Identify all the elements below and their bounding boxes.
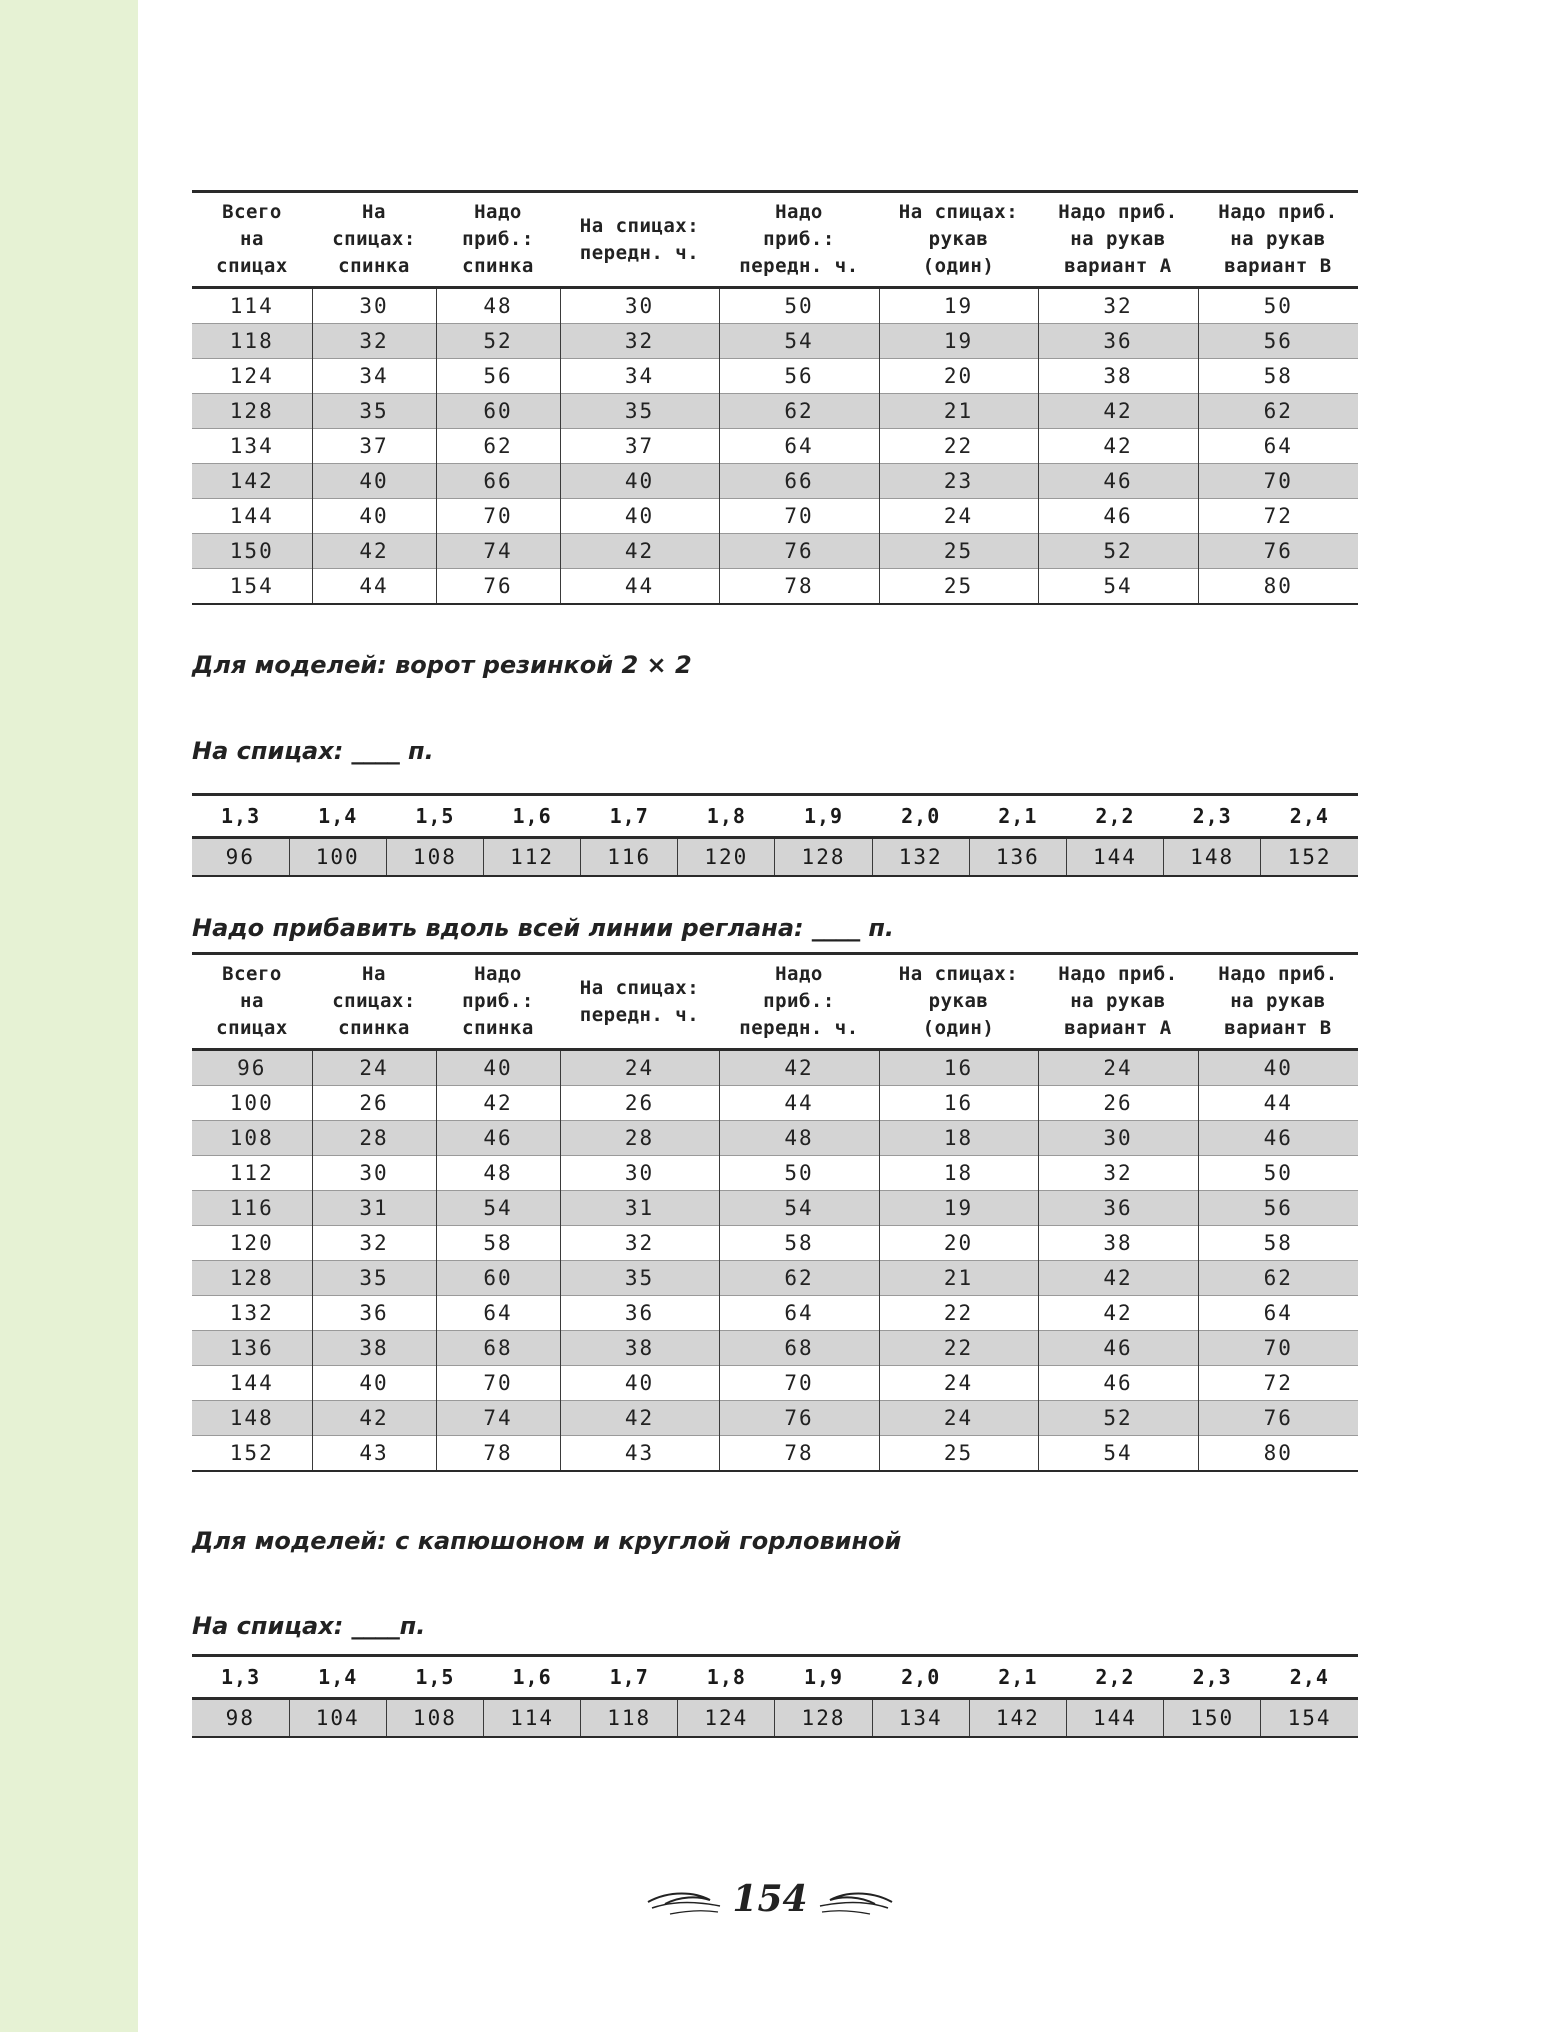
needle-size-cell: 2,2 [1066, 795, 1163, 838]
table-cell: 26 [312, 1086, 436, 1121]
table-row [192, 1436, 1358, 1472]
table-cell: 32 [560, 324, 719, 359]
table-cell: 38 [560, 1331, 719, 1366]
needle-stitch-cell: 136 [969, 838, 1066, 877]
table-row [192, 464, 1358, 499]
table-cell: 16 [879, 1086, 1038, 1121]
table-row [192, 359, 1358, 394]
table-cell: 56 [1198, 324, 1358, 359]
needle-stitch-cell: 114 [483, 1699, 580, 1738]
table-cell: 32 [312, 324, 436, 359]
needle-size-cell: 1,4 [289, 795, 386, 838]
table-cell: 36 [312, 1296, 436, 1331]
needle-size-cell: 2,0 [872, 795, 969, 838]
table-cell: 18 [879, 1121, 1038, 1156]
table-cell: 42 [719, 1050, 879, 1086]
table-cell: 134 [229, 434, 274, 458]
header-sleeve-stitches: На спицах: рукав (один) [879, 192, 1038, 288]
table-cell: 56 [1198, 1191, 1358, 1226]
header-back-increase: Надо приб.: спинка [436, 192, 560, 288]
needle-stitch-cell: 120 [678, 838, 775, 877]
needle-size-cell: 1,3 [192, 795, 289, 838]
table-cell: 60 [436, 1261, 560, 1296]
table-cell: 24 [879, 499, 1038, 534]
table-cell: 70 [436, 1366, 560, 1401]
needle-stitch-row [192, 838, 1358, 877]
needle-stitch-cell: 108 [386, 838, 483, 877]
table-cell: 58 [436, 1226, 560, 1261]
header-sleeve-increase-a: Надо приб. на рукав вариант А [1038, 192, 1198, 288]
table-cell: 74 [436, 534, 560, 569]
table-cell: 24 [560, 1050, 719, 1086]
table-cell: 70 [1198, 1331, 1358, 1366]
table-cell: 42 [560, 534, 719, 569]
table-cell: 120 [229, 1231, 274, 1255]
table-cell: 43 [560, 1436, 719, 1472]
table-cell: 30 [312, 288, 436, 324]
table-cell: 37 [312, 429, 436, 464]
table-cell: 64 [436, 1296, 560, 1331]
header-sleeve-increase-b: Надо приб. на рукав вариант В [1198, 954, 1358, 1050]
table-cell: 118 [192, 324, 312, 359]
table-cell: 72 [1198, 499, 1358, 534]
table-cell: 136 [192, 1331, 312, 1366]
table-cell: 80 [1198, 569, 1358, 605]
table-cell: 58 [719, 1226, 879, 1261]
needle-stitch-cell: 108 [386, 1699, 483, 1738]
table-cell: 76 [719, 1401, 879, 1436]
table-cell: 40 [560, 464, 719, 499]
table-row [192, 288, 1358, 324]
table-cell: 50 [1198, 288, 1358, 324]
table-cell: 25 [879, 1436, 1038, 1472]
table-cell: 24 [879, 1366, 1038, 1401]
needle-stitch-cell: 124 [678, 1699, 775, 1738]
table-cell: 19 [879, 324, 1038, 359]
table-cell: 42 [312, 534, 436, 569]
needle-stitch-cell: 132 [872, 838, 969, 877]
table-cell: 40 [436, 1050, 560, 1086]
needle-stitch-cell: 144 [1066, 838, 1163, 877]
table-cell: 32 [560, 1226, 719, 1261]
table-cell: 42 [1038, 1296, 1198, 1331]
table-cell: 36 [1038, 324, 1198, 359]
table-cell: 46 [1038, 464, 1198, 499]
stitch-table-2 [192, 952, 1358, 1472]
needle-size-cell: 2,2 [1066, 1656, 1163, 1699]
table-cell: 56 [719, 359, 879, 394]
table-cell: 34 [312, 359, 436, 394]
table-cell: 30 [560, 288, 719, 324]
table-cell: 64 [719, 1296, 879, 1331]
needle-size-cell: 2,4 [1261, 1656, 1358, 1699]
table-cell: 70 [719, 499, 879, 534]
page-number: 154 [732, 1878, 808, 1920]
header-sleeve-increase-b: Надо приб. на рукав вариант В [1198, 192, 1358, 288]
table-cell: 112 [229, 1161, 274, 1185]
table-cell: 38 [1038, 359, 1198, 394]
table-cell: 42 [1038, 1261, 1198, 1296]
table-row [192, 1086, 1358, 1121]
header-back-stitches: На спицах: спинка [312, 954, 436, 1050]
needle-stitch-cell: 134 [872, 1699, 969, 1738]
table-cell: 31 [560, 1191, 719, 1226]
table-cell: 50 [719, 288, 879, 324]
table-cell: 42 [436, 1086, 560, 1121]
table-cell: 52 [1038, 1401, 1198, 1436]
table-row [192, 569, 1358, 605]
header-front-increase: Надо приб.: передн. ч. [719, 192, 879, 288]
table-cell: 48 [436, 288, 560, 324]
table-row [192, 1401, 1358, 1436]
table-cell: 16 [879, 1050, 1038, 1086]
table-cell: 44 [1198, 1086, 1358, 1121]
table-cell: 24 [1038, 1050, 1198, 1086]
table-cell: 32 [1038, 1156, 1198, 1191]
table-cell: 40 [560, 499, 719, 534]
needle-size-cell: 1,8 [678, 795, 775, 838]
needle-size-cell: 1,3 [192, 1656, 289, 1699]
needle-size-cell: 2,1 [969, 795, 1066, 838]
table-row [192, 1296, 1358, 1331]
header-total-stitches: Всего на спицах [192, 954, 312, 1050]
table-cell: 31 [312, 1191, 436, 1226]
table-cell: 128 [192, 1261, 312, 1296]
table-cell: 40 [312, 1366, 436, 1401]
table-cell: 154 [229, 574, 274, 598]
table-cell: 68 [719, 1331, 879, 1366]
table-cell: 46 [1038, 1366, 1198, 1401]
table-cell: 30 [1038, 1121, 1198, 1156]
table-row [192, 1050, 1358, 1086]
table-cell: 52 [1038, 534, 1198, 569]
table-cell: 66 [436, 464, 560, 499]
header-total-stitches: Всего на спицах [192, 192, 312, 288]
table-cell: 58 [1198, 1226, 1358, 1261]
table-cell: 56 [436, 359, 560, 394]
table-cell: 36 [1038, 1191, 1198, 1226]
table-cell: 62 [1198, 1261, 1358, 1296]
table-cell: 46 [1038, 499, 1198, 534]
table-row [192, 1121, 1358, 1156]
table-cell: 20 [879, 359, 1038, 394]
needle-stitch-cell: 116 [581, 838, 678, 877]
table-cell: 150 [192, 534, 312, 569]
needle-size-cell: 2,3 [1164, 1656, 1261, 1699]
table-cell: 64 [1198, 429, 1358, 464]
table-cell: 37 [560, 429, 719, 464]
table-cell: 62 [1198, 394, 1358, 429]
needles-label-1: На спицах: ____ п. [192, 737, 434, 765]
table-cell: 50 [1198, 1156, 1358, 1191]
table-cell: 74 [436, 1401, 560, 1436]
table-cell: 132 [229, 1301, 274, 1325]
needle-size-cell: 1,4 [289, 1656, 386, 1699]
table-cell: 62 [719, 394, 879, 429]
table-cell: 152 [229, 1441, 274, 1465]
needle-size-cell: 2,1 [969, 1656, 1066, 1699]
table-cell: 70 [436, 499, 560, 534]
table-cell: 42 [312, 1401, 436, 1436]
table-cell: 114 [229, 294, 274, 318]
table-cell: 108 [192, 1121, 312, 1156]
table-cell: 128 [192, 394, 312, 429]
needle-stitch-cell: 152 [1261, 838, 1358, 877]
table-cell: 25 [879, 534, 1038, 569]
needle-stitch-cell: 96 [192, 838, 289, 877]
needle-stitch-cell: 98 [192, 1699, 289, 1738]
needle-stitch-cell: 100 [289, 838, 386, 877]
table-cell: 48 [719, 1121, 879, 1156]
table-cell: 42 [1038, 429, 1198, 464]
table-cell: 58 [1198, 359, 1358, 394]
header-sleeve-increase-a: Надо приб. на рукав вариант А [1038, 954, 1198, 1050]
table-cell: 116 [192, 1191, 312, 1226]
needle-size-cell: 2,4 [1261, 795, 1358, 838]
table-row [192, 429, 1358, 464]
table-cell: 144 [229, 504, 274, 528]
needle-size-cell: 1,9 [775, 795, 872, 838]
needle-size-cell: 1,5 [386, 795, 483, 838]
page-footer [640, 1870, 900, 1930]
table-cell: 35 [560, 394, 719, 429]
table-cell: 78 [719, 569, 879, 605]
table-row [192, 1366, 1358, 1401]
table-row [192, 1226, 1358, 1261]
table-row [192, 1261, 1358, 1296]
needle-size-cell: 1,9 [775, 1656, 872, 1699]
header-back-stitches: На спицах: спинка [312, 192, 436, 288]
table-cell: 96 [192, 1050, 312, 1086]
needle-stitch-cell: 154 [1261, 1699, 1358, 1738]
table-cell: 35 [312, 394, 436, 429]
table-cell: 40 [1198, 1050, 1358, 1086]
needle-stitch-cell: 112 [483, 838, 580, 877]
table-cell: 76 [1198, 534, 1358, 569]
table-cell: 76 [1198, 1401, 1358, 1436]
table-cell: 48 [436, 1156, 560, 1191]
table-cell: 100 [229, 1091, 274, 1115]
table-row [192, 1191, 1358, 1226]
table-cell: 70 [719, 1366, 879, 1401]
table-cell: 26 [1038, 1086, 1198, 1121]
side-color-strip [0, 0, 138, 2032]
table-cell: 44 [719, 1086, 879, 1121]
table-cell: 80 [1198, 1436, 1358, 1472]
needle-size-cell: 1,5 [386, 1656, 483, 1699]
table-row [192, 324, 1358, 359]
table-cell: 54 [719, 1191, 879, 1226]
needle-stitch-row [192, 1699, 1358, 1738]
table-row [192, 1331, 1358, 1366]
table-row [192, 499, 1358, 534]
table-cell: 28 [560, 1121, 719, 1156]
table-cell: 148 [192, 1401, 312, 1436]
table-cell: 25 [879, 569, 1038, 605]
table-cell: 21 [879, 394, 1038, 429]
table-cell: 142 [192, 464, 312, 499]
table-cell: 24 [312, 1050, 436, 1086]
needle-size-row [192, 1656, 1358, 1699]
table-cell: 62 [436, 429, 560, 464]
table-cell: 144 [229, 1371, 274, 1395]
table-cell: 22 [879, 1331, 1038, 1366]
table-cell: 46 [1038, 1331, 1198, 1366]
needles-label-2: На спицах: ____п. [192, 1612, 426, 1640]
needle-stitch-cell: 142 [969, 1699, 1066, 1738]
needle-size-cell: 1,6 [483, 795, 580, 838]
table-cell: 43 [312, 1436, 436, 1472]
table-cell: 19 [879, 1191, 1038, 1226]
header-front-increase: Надо приб.: передн. ч. [719, 954, 879, 1050]
table-cell: 28 [312, 1121, 436, 1156]
header-sleeve-stitches: На спицах: рукав (один) [879, 954, 1038, 1050]
table-cell: 54 [1038, 1436, 1198, 1472]
needle-stitch-cell: 128 [775, 1699, 872, 1738]
needle-stitch-cell: 128 [775, 838, 872, 877]
table-cell: 35 [312, 1261, 436, 1296]
table-cell: 66 [719, 464, 879, 499]
table-cell: 40 [560, 1366, 719, 1401]
table-cell: 38 [1038, 1226, 1198, 1261]
header-front-stitches: На спицах: передн. ч. [560, 192, 719, 288]
table-cell: 46 [1198, 1121, 1358, 1156]
header-back-increase: Надо приб.: спинка [436, 954, 560, 1050]
table-cell: 52 [436, 324, 560, 359]
table-cell: 40 [312, 499, 436, 534]
table-cell: 22 [879, 1296, 1038, 1331]
table-cell: 78 [436, 1436, 560, 1472]
header-front-stitches: На спицах: передн. ч. [560, 954, 719, 1050]
table-cell: 68 [436, 1331, 560, 1366]
needle-size-cell: 2,0 [872, 1656, 969, 1699]
needle-size-cell: 1,8 [678, 1656, 775, 1699]
caption-hood-round-neck: Для моделей: с капюшоном и круглой горловиной [192, 1527, 902, 1555]
table-row [192, 394, 1358, 429]
table-cell: 46 [436, 1121, 560, 1156]
needles-table-2 [192, 1654, 1358, 1738]
needle-size-cell: 1,7 [581, 1656, 678, 1699]
table-cell: 62 [719, 1261, 879, 1296]
table-cell: 54 [436, 1191, 560, 1226]
table-cell: 19 [879, 288, 1038, 324]
needle-stitch-cell: 148 [1164, 838, 1261, 877]
table-cell: 76 [719, 534, 879, 569]
table-cell: 30 [312, 1156, 436, 1191]
table-cell: 76 [436, 569, 560, 605]
table-cell: 70 [1198, 464, 1358, 499]
table-row [192, 534, 1358, 569]
needle-size-row [192, 795, 1358, 838]
needle-stitch-cell: 144 [1066, 1699, 1163, 1738]
table-header-row [192, 192, 1358, 288]
table-cell: 20 [879, 1226, 1038, 1261]
table-header-row [192, 954, 1358, 1050]
needle-stitch-cell: 150 [1164, 1699, 1261, 1738]
table-row [192, 1156, 1358, 1191]
table-cell: 64 [719, 429, 879, 464]
table-cell: 44 [560, 569, 719, 605]
table-cell: 44 [312, 569, 436, 605]
table-cell: 32 [1038, 288, 1198, 324]
table-cell: 38 [312, 1331, 436, 1366]
table-cell: 40 [312, 464, 436, 499]
caption-collar-rib: Для моделей: ворот резинкой 2 × 2 [192, 651, 692, 679]
table-cell: 34 [560, 359, 719, 394]
needle-size-cell: 2,3 [1164, 795, 1261, 838]
needle-stitch-cell: 104 [289, 1699, 386, 1738]
stitch-table-1 [192, 190, 1358, 605]
table-cell: 54 [1038, 569, 1198, 605]
table-cell: 35 [560, 1261, 719, 1296]
table-cell: 60 [436, 394, 560, 429]
table-cell: 50 [719, 1156, 879, 1191]
raglan-increase-label: Надо прибавить вдоль всей линии реглана: ____ п. [192, 914, 895, 942]
table-cell: 78 [719, 1436, 879, 1472]
table-cell: 42 [560, 1401, 719, 1436]
table-cell: 30 [560, 1156, 719, 1191]
table-cell: 24 [879, 1401, 1038, 1436]
needle-size-cell: 1,6 [483, 1656, 580, 1699]
table-cell: 72 [1198, 1366, 1358, 1401]
table-cell: 18 [879, 1156, 1038, 1191]
table-cell: 32 [312, 1226, 436, 1261]
needles-table-1 [192, 793, 1358, 877]
table-cell: 54 [719, 324, 879, 359]
table-cell: 21 [879, 1261, 1038, 1296]
table-cell: 64 [1198, 1296, 1358, 1331]
needle-size-cell: 1,7 [581, 795, 678, 838]
needle-stitch-cell: 118 [581, 1699, 678, 1738]
table-cell: 26 [560, 1086, 719, 1121]
table-cell: 22 [879, 429, 1038, 464]
table-cell: 42 [1038, 394, 1198, 429]
table-cell: 124 [229, 364, 274, 388]
table-cell: 23 [879, 464, 1038, 499]
table-cell: 36 [560, 1296, 719, 1331]
